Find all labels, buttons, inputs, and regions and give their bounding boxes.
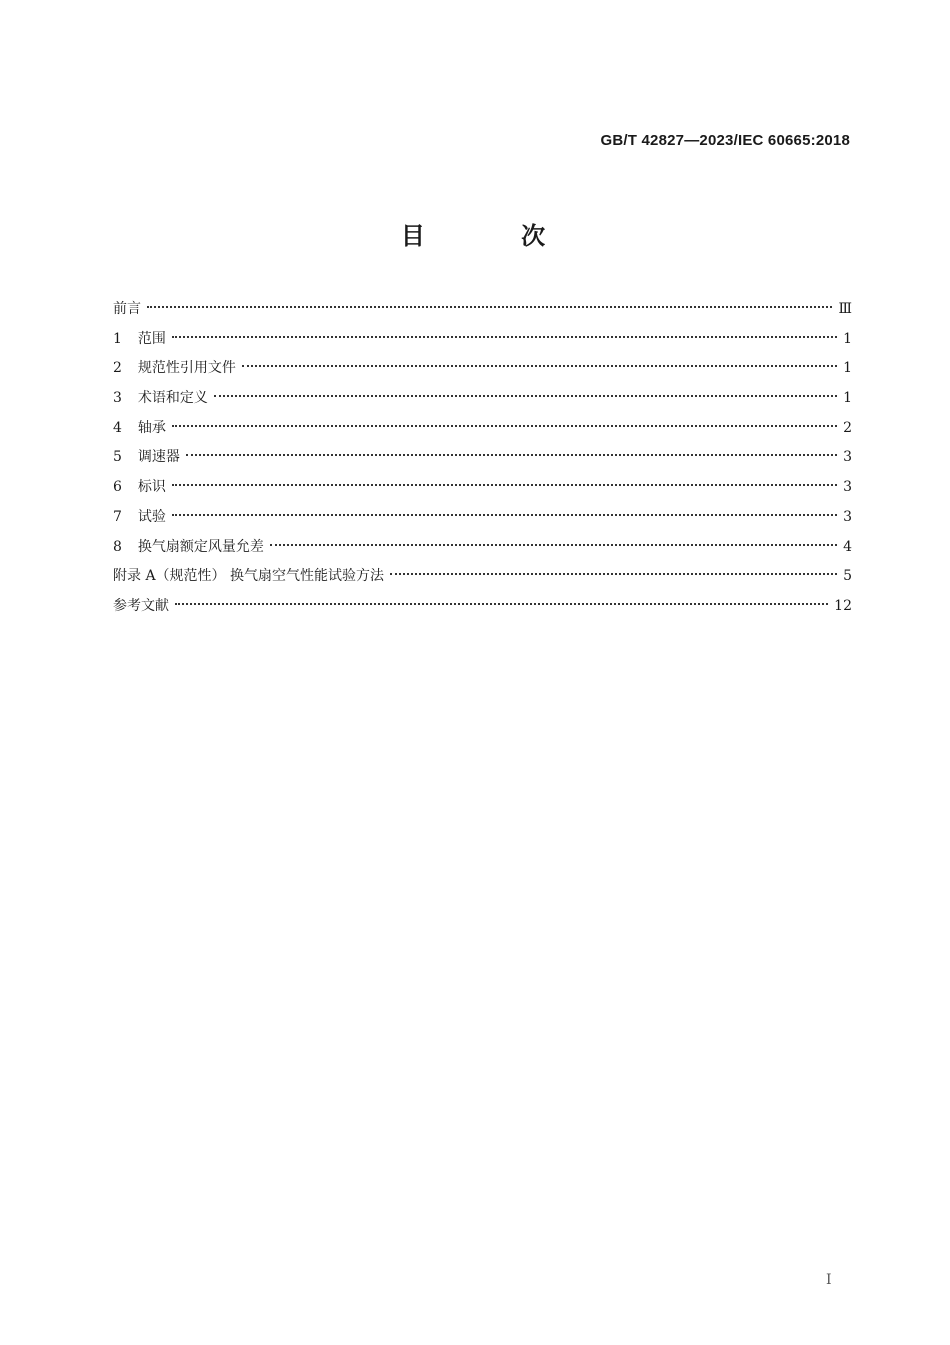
toc-entry-number: 4 [113, 419, 122, 436]
toc-entry-text: 范围 [137, 330, 166, 347]
toc-entry-number: 1 [113, 330, 122, 347]
toc-leader-dots [147, 306, 832, 308]
toc-entry-number: 8 [113, 538, 122, 555]
toc-leader-dots [175, 603, 828, 605]
toc-entry-text: 试验 [137, 508, 166, 525]
toc-leader-dots [242, 365, 837, 367]
toc-entry-number: 5 [113, 449, 122, 466]
toc-entry-text: 附录 A（规范性） 换气扇空气性能试验方法 [113, 568, 385, 585]
toc-entry-label [113, 354, 242, 384]
page-number: I [826, 1272, 832, 1288]
toc-title: 目 次 [400, 222, 590, 250]
toc-entry[interactable] [113, 414, 852, 444]
toc-entry-label [113, 473, 172, 503]
toc-entry-page: 1 [843, 390, 852, 407]
toc-entry-number: 2 [113, 360, 122, 377]
toc-entry-label [113, 443, 186, 473]
toc-entry-number: 6 [113, 479, 122, 496]
toc-entry-text: 术语和定义 [137, 390, 208, 407]
toc-entry-label [113, 295, 147, 325]
toc-leader-dots [214, 395, 837, 397]
standard-number: GB/T 42827—2023/IEC 60665:2018 [600, 132, 850, 149]
toc-leader-dots [390, 573, 837, 575]
toc-leader-dots [270, 544, 837, 546]
toc-entry[interactable] [113, 562, 852, 592]
toc-entry[interactable] [113, 592, 852, 622]
toc-leader-dots [186, 454, 837, 456]
toc-entry[interactable] [113, 295, 852, 325]
toc-entry-page: 1 [843, 360, 852, 377]
toc-entry-text: 规范性引用文件 [137, 360, 236, 377]
toc-leader-dots [172, 336, 837, 338]
toc-entry[interactable] [113, 443, 852, 473]
toc-entry-text: 标识 [137, 479, 166, 496]
toc-leader-dots [172, 425, 837, 427]
table-of-contents [113, 295, 852, 622]
toc-entry-text: 参考文献 [113, 597, 169, 614]
toc-entry-page: 3 [843, 508, 852, 525]
toc-entry-label [113, 562, 390, 592]
toc-entry-page: 4 [843, 538, 852, 555]
toc-entry[interactable] [113, 325, 852, 355]
toc-entry-page: 5 [843, 568, 852, 585]
toc-entry-page: Ⅲ [838, 301, 852, 317]
toc-entry-page: 12 [834, 597, 852, 614]
toc-entry-label [113, 533, 270, 563]
toc-entry-label [113, 325, 172, 355]
toc-entry-label [113, 592, 175, 622]
toc-entry-label [113, 384, 214, 414]
toc-entry[interactable] [113, 384, 852, 414]
toc-entry[interactable] [113, 533, 852, 563]
toc-entry-text: 调速器 [137, 449, 180, 466]
toc-entry-page: 2 [843, 419, 852, 436]
toc-entry-text: 换气扇额定风量允差 [137, 538, 264, 555]
toc-entry-page: 1 [843, 330, 852, 347]
toc-leader-dots [172, 514, 837, 516]
toc-entry-number: 7 [113, 508, 122, 525]
toc-entry-page: 3 [843, 449, 852, 466]
toc-entry-page: 3 [843, 479, 852, 496]
toc-entry[interactable] [113, 473, 852, 503]
toc-leader-dots [172, 484, 837, 486]
toc-entry-label [113, 503, 172, 533]
toc-entry-number: 3 [113, 390, 122, 407]
toc-entry-text: 前言 [113, 301, 141, 317]
toc-entry-label [113, 414, 172, 444]
toc-entry[interactable] [113, 503, 852, 533]
toc-entry-text: 轴承 [137, 419, 166, 436]
toc-entry[interactable] [113, 354, 852, 384]
